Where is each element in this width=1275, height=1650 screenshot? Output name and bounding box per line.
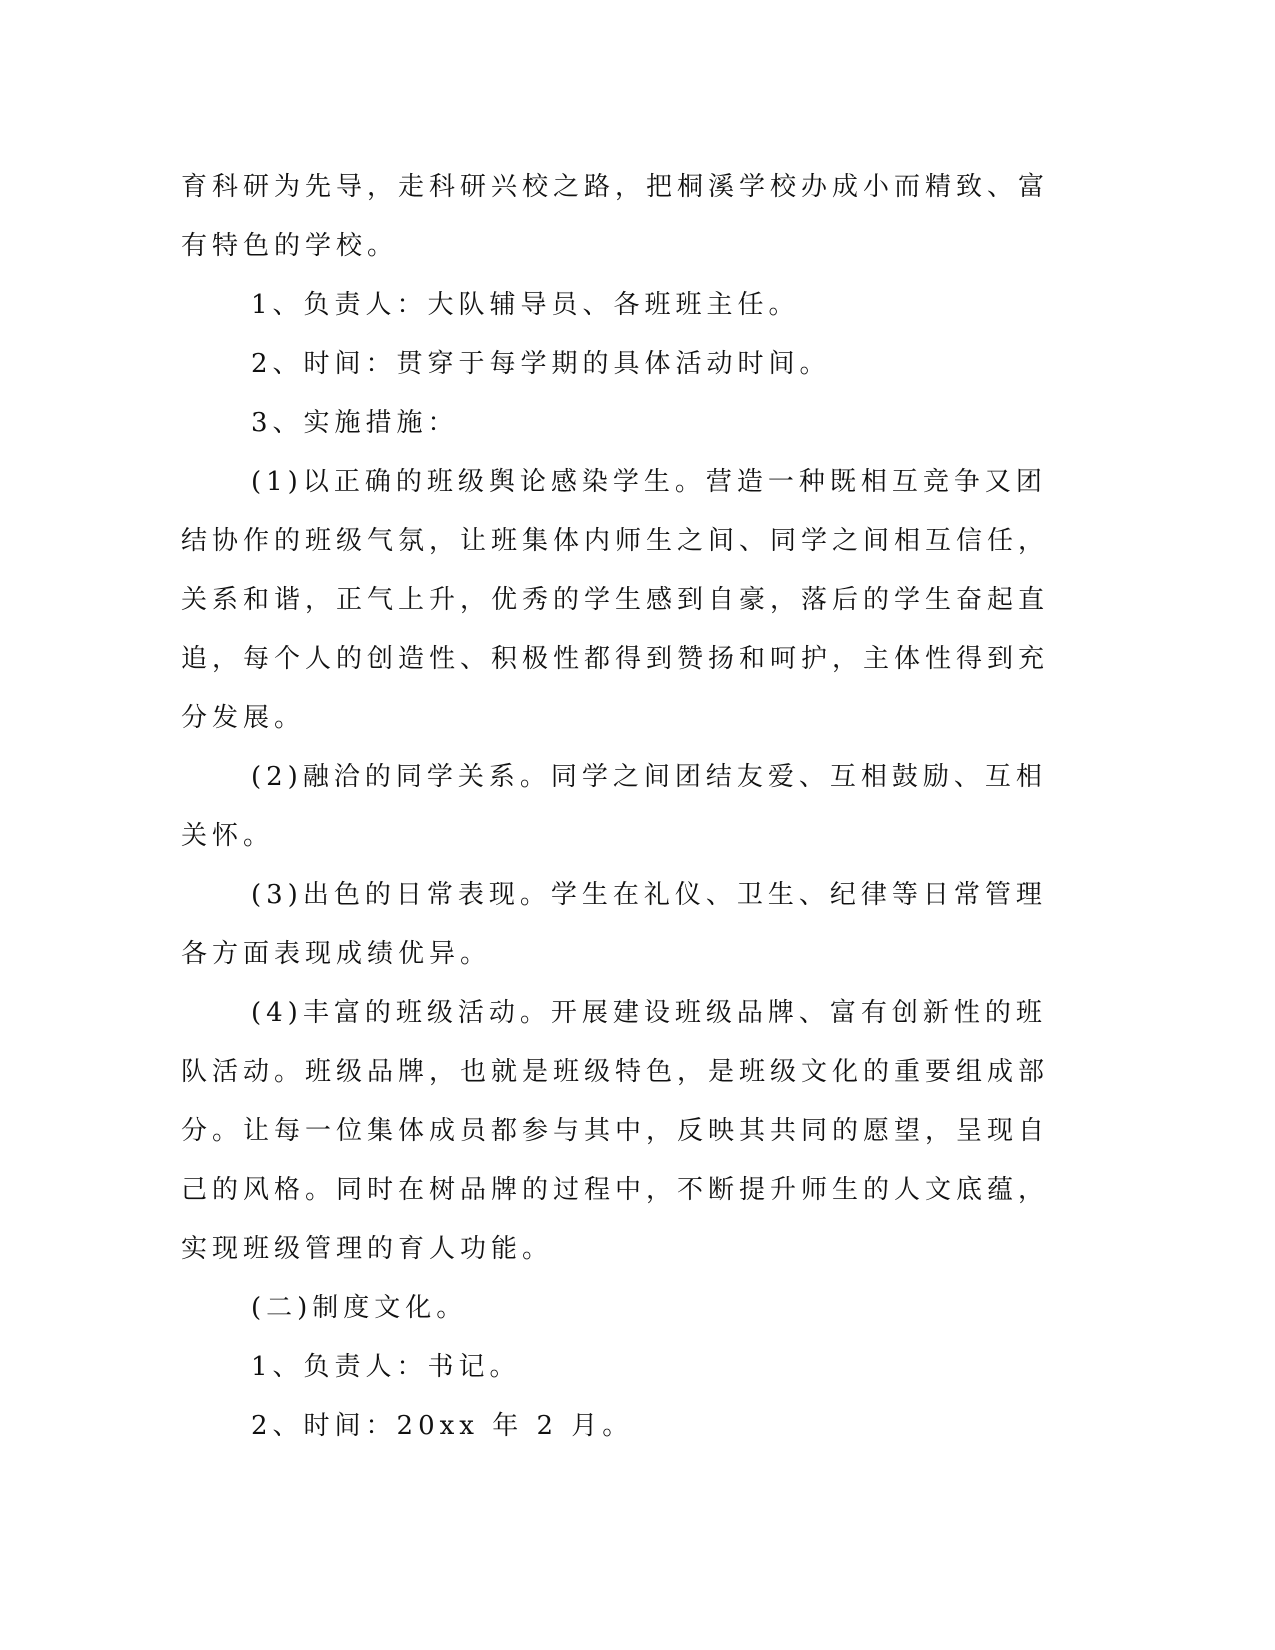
paragraph-measure-2: (2)融洽的同学关系。同学之间团结友爱、互相鼓励、互相关怀。: [181, 762, 1047, 851]
document-body: [181, 158, 1061, 1456]
paragraph-measure-3: (3)出色的日常表现。学生在礼仪、卫生、纪律等日常管理各方面表现成绩优异。: [181, 880, 1047, 969]
paragraph-institution-time: 2、时间：20xx 年 2 月。: [251, 1411, 634, 1441]
paragraph-measure-4: (4)丰富的班级活动。开展建设班级品牌、富有创新性的班队活动。班级品牌，也就是班级特色，是班级文化的重要组成部分。让每一位集体成员都参与其中，反映其共同的愿望，呈现自己的风格。同时在树品牌的过程中，不断提升师生的人文底蕴，实现班级管理的育人功能。: [181, 998, 1050, 1264]
paragraph-institution-responsible: 1、负责人：书记。: [251, 1352, 521, 1382]
paragraph-time: 2、时间：贯穿于每学期的具体活动时间。: [251, 349, 831, 379]
paragraph-school-goal: 育科研为先导，走科研兴校之路，把桐溪学校办成小而精致、富有特色的学校。: [181, 172, 1050, 261]
paragraph-responsible-person: 1、负责人：大队辅导员、各班班主任。: [251, 290, 800, 320]
paragraph-section-institution-culture: (二)制度文化。: [251, 1293, 468, 1323]
paragraph-measures-heading: 3、实施措施：: [251, 408, 459, 438]
paragraph-measure-1: (1)以正确的班级舆论感染学生。营造一种既相互竞争又团结协作的班级气氛，让班集体内师生之间、同学之间相互信任，关系和谐，正气上升，优秀的学生感到自豪，落后的学生奋起直追，每个人的创造性、积极性都得到赞扬和呵护，主体性得到充分发展。: [181, 467, 1050, 733]
